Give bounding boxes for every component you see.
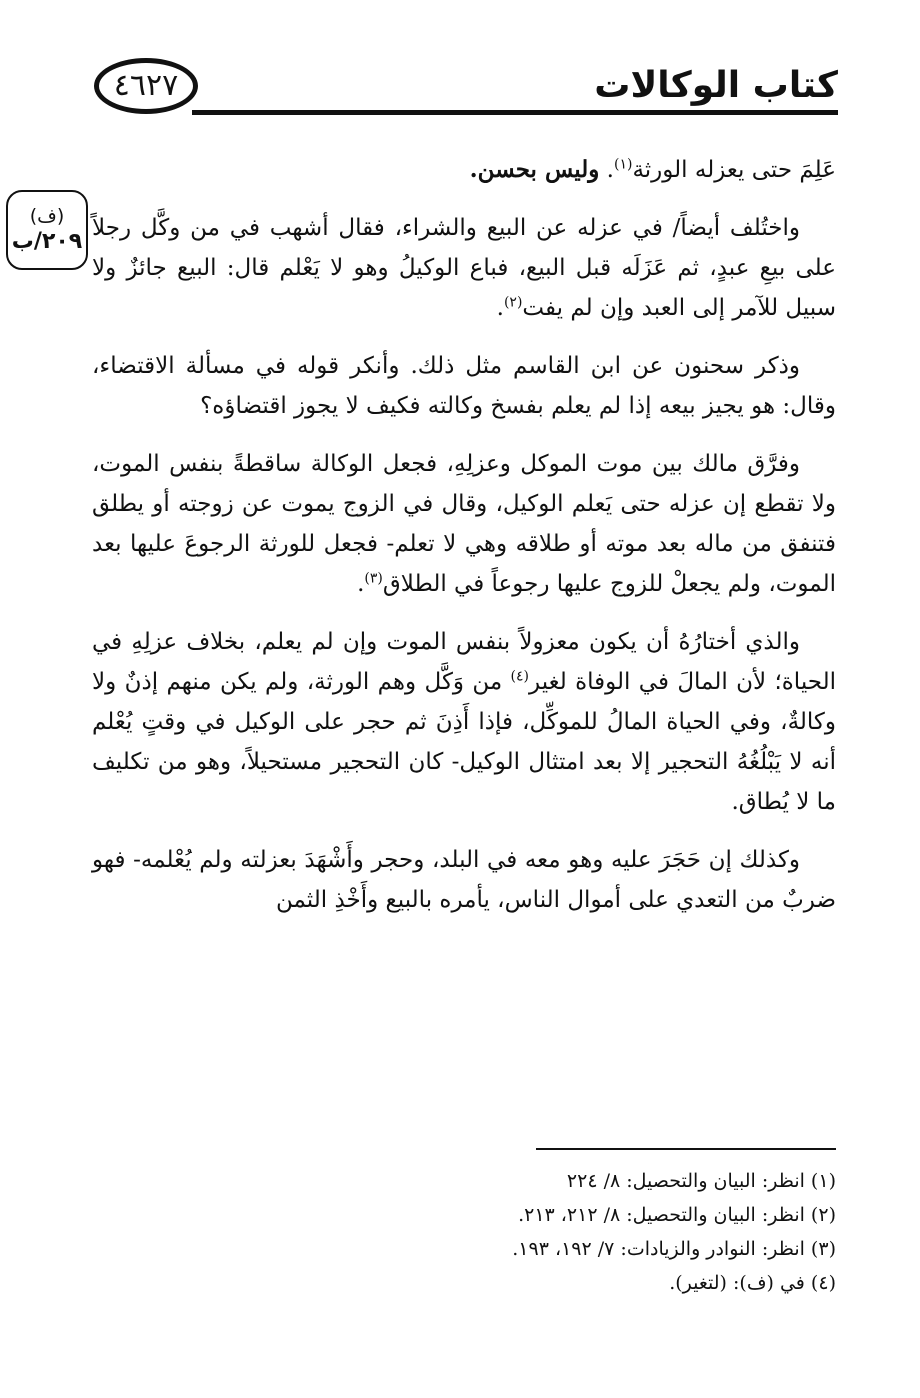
paragraph-text: .	[599, 157, 614, 183]
paragraph-5	[92, 622, 836, 822]
folio-number: ٢٠٩/ب	[11, 229, 83, 254]
manuscript-folio-note	[6, 190, 88, 270]
footnote-3: (٣) انظر: النوادر والزيادات: ٧/ ١٩٢، ١٩٣.	[512, 1238, 836, 1260]
body-text	[92, 150, 836, 938]
footnote-ref[interactable]: (٤)	[510, 668, 530, 685]
footnote-ref[interactable]: (١)	[613, 156, 633, 173]
bold-text: وليس بحسن.	[469, 156, 600, 183]
footnote-1: (١) انظر: البيان والتحصيل: ٨/ ٢٢٤	[566, 1170, 836, 1192]
footnote-ref[interactable]: (٢)	[503, 294, 523, 311]
paragraph-3: وذكر سحنون عن ابن القاسم مثل ذلك. وأنكر قوله في مسألة الاقتضاء، وقال: هو يجيز بيعه إذا لم يعلم بفسخ وكالته فكيف لا يجوز اقتضاؤه؟	[92, 353, 836, 419]
paragraph-4	[92, 444, 836, 604]
footnote-divider	[536, 1148, 836, 1150]
page-number-oval	[94, 58, 198, 114]
paragraph-1	[92, 150, 836, 190]
footnote-4: (٤) في (ف): (لتغير).	[669, 1272, 836, 1294]
manuscript-siglum: (ف)	[29, 205, 65, 227]
paragraph-text: والذي أختارُهُ أن يكون معزولاً بنفس الموت وإن لم يعلم، بخلاف عزلِهِ في الحياة؛ لأن المالَ في الوفاة لغير	[92, 629, 837, 695]
header-rule	[192, 110, 838, 115]
paragraph-text: واختُلف أيضاً/ في عزله عن البيع والشراء، فقال أشهب في من وكَّل رجلاً على بيعِ عبدٍ، ثم عَزَلَه قبل البيع، فباع الوكيلُ وهو لا يَعْلم قال: البيع جائزٌ ولا سبيل للآمر إلى العبد وإن لم يفت	[92, 215, 836, 321]
book-title: كتاب الوكالات	[594, 65, 838, 106]
footnote-ref[interactable]: (٣)	[364, 570, 383, 587]
footnotes	[92, 1164, 836, 1300]
paragraph-text: .	[357, 571, 365, 597]
paragraph-2	[92, 208, 836, 328]
page-header	[94, 52, 838, 112]
paragraph-text: عَلِمَ حتى يعزله الورثة	[632, 157, 836, 183]
paragraph-text: من وَكَّل وهم الورثة، ولم يكن منهم إذنٌ ولا وكالةٌ، وفي الحياة المالُ للموكِّل، فإذا أَذِنَ ثم حجر على الوكيل في وقتٍ يُعْلم أنه لا يَبْلُغُهُ التحجير إلا بعد امتثال الوكيل- كان التحجير مستحيلاً، وهو من تكليف ما لا يُطاق.	[92, 669, 836, 815]
page-number: ٤٦٢٧	[113, 68, 179, 103]
paragraph-text: وفرَّق مالك بين موت الموكل وعزلِهِ، فجعل الوكالة ساقطةً بنفس الموت، ولا تقطع إن عزله حتى يَعلم الوكيل، وقال في الزوج يموت عن زوجته أو يطلق فتنفق من ماله بعد موته أو طلاقه وهي لا تعلم- فجعل للورثة الرجوعَ عليها بعد الموت، ولم يجعلْ للزوج عليها رجوعاً في الطلاق	[92, 451, 836, 597]
paragraph-6: وكذلك إن حَجَرَ عليه وهو معه في البلد، وحجر وأَشْهَدَ بعزلته ولم يُعْلمه- فهو ضربٌ من التعدي على أموال الناس، يأمره بالبيع وأَخْذِ الثمن	[92, 847, 836, 913]
paragraph-text: .	[496, 295, 504, 321]
footnote-2: (٢) انظر: البيان والتحصيل: ٨/ ٢١٢، ٢١٣.	[518, 1204, 836, 1226]
